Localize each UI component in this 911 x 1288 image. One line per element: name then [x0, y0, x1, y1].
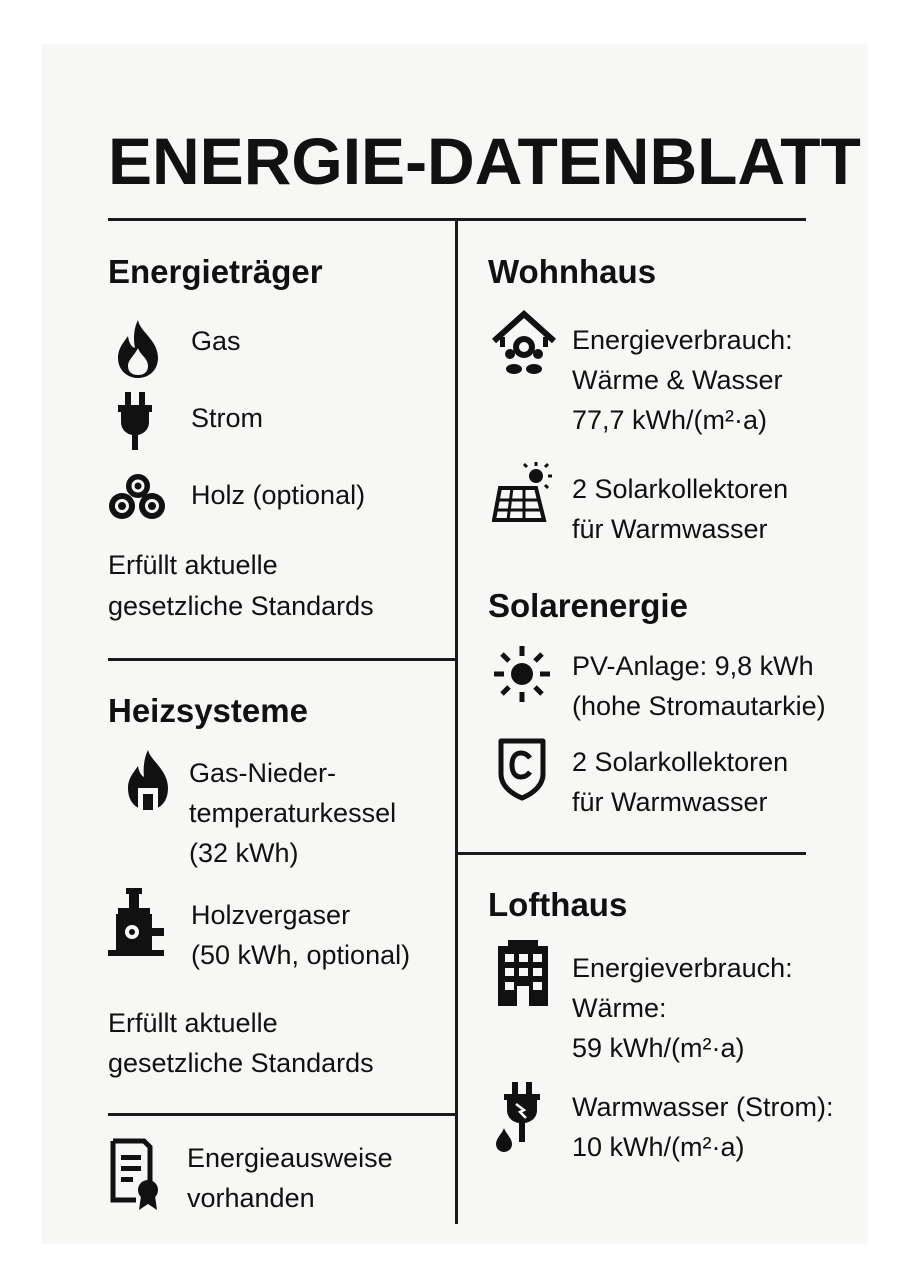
solarenergie-line: PV-Anlage: 9,8 kWh	[572, 651, 814, 681]
section-heading-heizsysteme: Heizsysteme	[108, 692, 308, 729]
building-icon	[496, 940, 550, 1006]
compliance-note: gesetzliche Standards	[108, 591, 374, 621]
wohnhaus-line: für Warmwasser	[572, 514, 768, 544]
plug-icon	[116, 392, 154, 452]
section-heading-lofthaus: Lofthaus	[488, 886, 628, 923]
wohnhaus-line: 77,7 kWh/(m²·a)	[572, 405, 768, 435]
sun-icon	[492, 644, 552, 704]
house-heating-icon	[490, 309, 558, 377]
section-heading-wohnhaus: Wohnhaus	[488, 253, 657, 290]
compliance-note: Erfüllt aktuelle	[108, 1008, 278, 1038]
energietraeger-item-label: Gas	[191, 326, 241, 356]
solarenergie-line: 2 Solarkollektoren	[572, 747, 789, 777]
solarenergie-line: (hohe Stromautarkie)	[572, 691, 826, 721]
wohnhaus-line: Wärme & Wasser	[572, 365, 783, 395]
heizsystem-line: temperaturkessel	[189, 798, 397, 828]
section-heading-energietraeger: Energieträger	[108, 253, 323, 290]
compliance-note: gesetzliche Standards	[108, 1048, 374, 1078]
lofthaus-line: 10 kWh/(m²·a)	[572, 1132, 745, 1162]
column-divider	[455, 221, 458, 1224]
lofthaus-line: Energieverbrauch:	[572, 953, 793, 983]
heizsystem-line: Gas-Nieder-	[189, 758, 337, 788]
left-divider-1	[108, 658, 457, 661]
section-heading-solarenergie: Solarenergie	[488, 587, 688, 624]
certificate-line: Energieausweise	[187, 1143, 393, 1173]
certificate-icon	[110, 1138, 162, 1210]
wood-logs-icon	[106, 473, 170, 521]
solar-collector-icon	[492, 460, 556, 524]
right-divider-1	[457, 852, 806, 855]
plug-water-drop-icon	[494, 1082, 546, 1154]
heizsystem-line: (32 kWh)	[189, 838, 299, 868]
page-title: ENERGIE-DATENBLATT	[108, 124, 861, 198]
wohnhaus-line: 2 Solarkollektoren	[572, 474, 789, 504]
lofthaus-line: 59 kWh/(m²·a)	[572, 1033, 745, 1063]
boiler-flame-icon	[124, 748, 172, 812]
heizsystem-line: (50 kWh, optional)	[191, 940, 411, 970]
lofthaus-line: Warmwasser (Strom):	[572, 1092, 834, 1122]
solarenergie-line: für Warmwasser	[572, 787, 768, 817]
left-divider-2	[108, 1113, 457, 1116]
shield-c-icon	[496, 736, 548, 802]
wohnhaus-line: Energieverbrauch:	[572, 325, 793, 355]
energietraeger-item-label: Strom	[191, 403, 264, 433]
flame-icon	[110, 318, 166, 380]
wood-gasifier-icon	[106, 888, 166, 960]
lofthaus-line: Wärme:	[572, 993, 667, 1023]
compliance-note: Erfüllt aktuelle	[108, 550, 278, 580]
heizsystem-line: Holzvergaser	[191, 900, 351, 930]
certificate-line: vorhanden	[187, 1183, 315, 1213]
energietraeger-item-label: Holz (optional)	[191, 480, 366, 510]
